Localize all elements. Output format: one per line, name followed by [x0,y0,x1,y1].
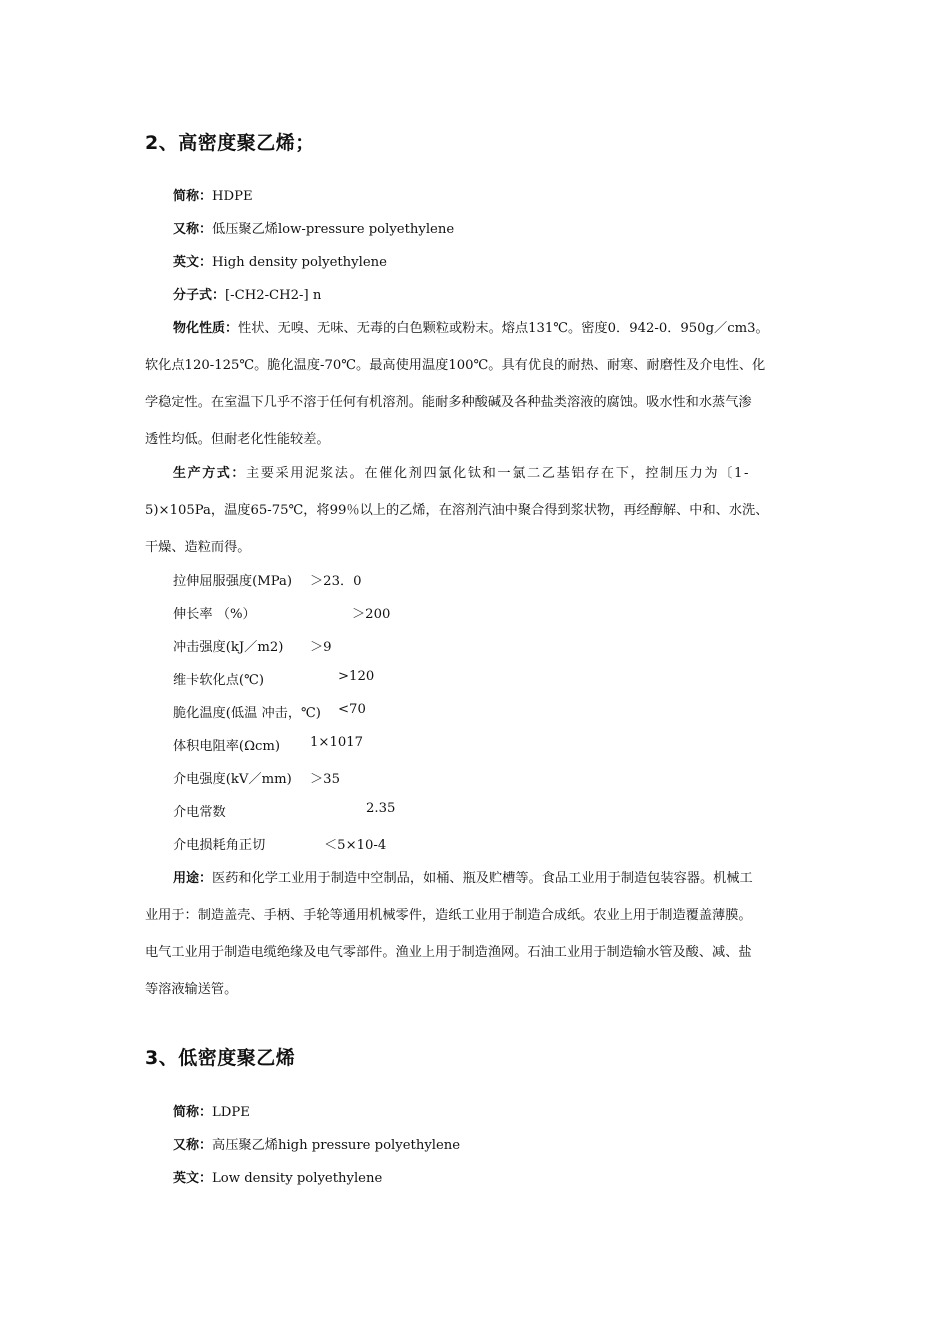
props-line-3: 学稳定性。在室温下几乎不溶于任何有机溶剂。能耐多种酸碱及各种盐类溶液的腐蚀。吸水性和水蒸气渗 [145,395,752,410]
alias-label: 又称： [173,222,213,237]
english-label: 英文： [173,255,213,270]
abbr-label: 简称： [173,189,213,204]
formula-label: 分子式： [173,288,226,303]
use-text-1: 医药和化学工业用于制造中空制品，如桶、瓶及贮槽等。食品工业用于制造包装容器。机械工 [212,871,753,886]
section3-abbr-line [173,1101,250,1120]
alias-value: 高压聚乙烯high pressure polyethylene [212,1138,461,1153]
section2-abbr-line [173,185,253,204]
section3-alias-line [173,1134,460,1153]
prod-line-2: 5)×105Pa，温度65-75℃，将99％以上的乙烯，在溶剂汽油中聚合得到浆状物，再经醇解、中和、水洗、 [145,503,769,518]
prod-line-1 [173,462,750,481]
prod-text-1: 主要采用泥浆法。在催化剂四氯化钛和一氯二乙基铝存在下，控制压力为〔1- [246,466,751,481]
prod-label: 生产方式： [173,466,247,481]
alias-value: 低压聚乙烯low-pressure polyethylene [212,222,455,237]
section3-heading: 3、低密度聚乙烯 [145,1047,296,1069]
prod-line-3: 干燥、造粒而得。 [145,540,251,555]
use-label: 用途： [173,871,213,886]
spec-label: 介电常数 [173,805,226,820]
use-line-1 [173,867,753,886]
spec-label: 伸长率 （%） [173,607,256,622]
section2-alias-line [173,218,454,237]
spec-value: ＞9 [310,640,332,655]
alias-label: 又称： [173,1138,213,1153]
spec-label: 介电强度(kV／mm) [173,772,292,787]
spec-value: ＞35 [310,772,340,787]
props-line-1 [173,317,769,336]
spec-value: ＜5×10-4 [324,838,387,853]
spec-label: 拉伸屈服强度(MPa) [173,574,293,589]
section2-heading: 2、高密度聚乙烯； [145,132,315,154]
english-label: 英文： [173,1171,213,1186]
props-text-1: 性状、无嗅、无味、无毒的白色颗粒或粉末。熔点131℃。密度0．942-0．950g／cm3。 [238,321,769,336]
section2-english-line [173,251,387,270]
spec-label: 脆化温度(低温 冲击，℃) [173,706,321,721]
abbr-value: HDPE [212,189,253,204]
props-line-4: 透性均低。但耐老化性能较差。 [145,432,330,447]
formula-value: [-CH2-CH2-] n [225,288,322,303]
spec-label: 维卡软化点(℃) [173,673,264,688]
spec-label: 体积电阻率(Ωcm) [173,739,281,754]
spec-value: 2.35 [366,801,396,816]
abbr-label: 简称： [173,1105,213,1120]
abbr-value: LDPE [212,1105,250,1120]
english-value: Low density polyethylene [212,1171,383,1186]
use-line-3: 电气工业用于制造电缆绝缘及电气零部件。渔业上用于制造渔网。石油工业用于制造输水管及酸、减、盐 [145,945,752,960]
spec-value: >120 [338,669,375,684]
spec-label: 冲击强度(kJ／m2) [173,640,284,655]
spec-label: 介电损耗角正切 [173,838,266,853]
section3-english-line [173,1167,382,1186]
spec-value: <70 [338,702,366,717]
spec-value: 1×1017 [310,735,364,750]
props-label: 物化性质： [173,321,239,336]
props-line-2: 软化点120-125℃。脆化温度-70℃。最高使用温度100℃。具有优良的耐热、耐寒、耐磨性及介电性、化 [145,358,766,373]
spec-value: ＞23．0 [310,574,362,589]
section2-formula-line [173,284,321,303]
spec-value: ＞200 [352,607,391,622]
english-value: High density polyethylene [212,255,387,270]
use-line-2: 业用于：制造盖壳、手柄、手轮等通用机械零件，造纸工业用于制造合成纸。农业上用于制造覆盖薄膜。 [145,908,752,923]
use-line-4: 等溶液输送管。 [145,982,238,997]
